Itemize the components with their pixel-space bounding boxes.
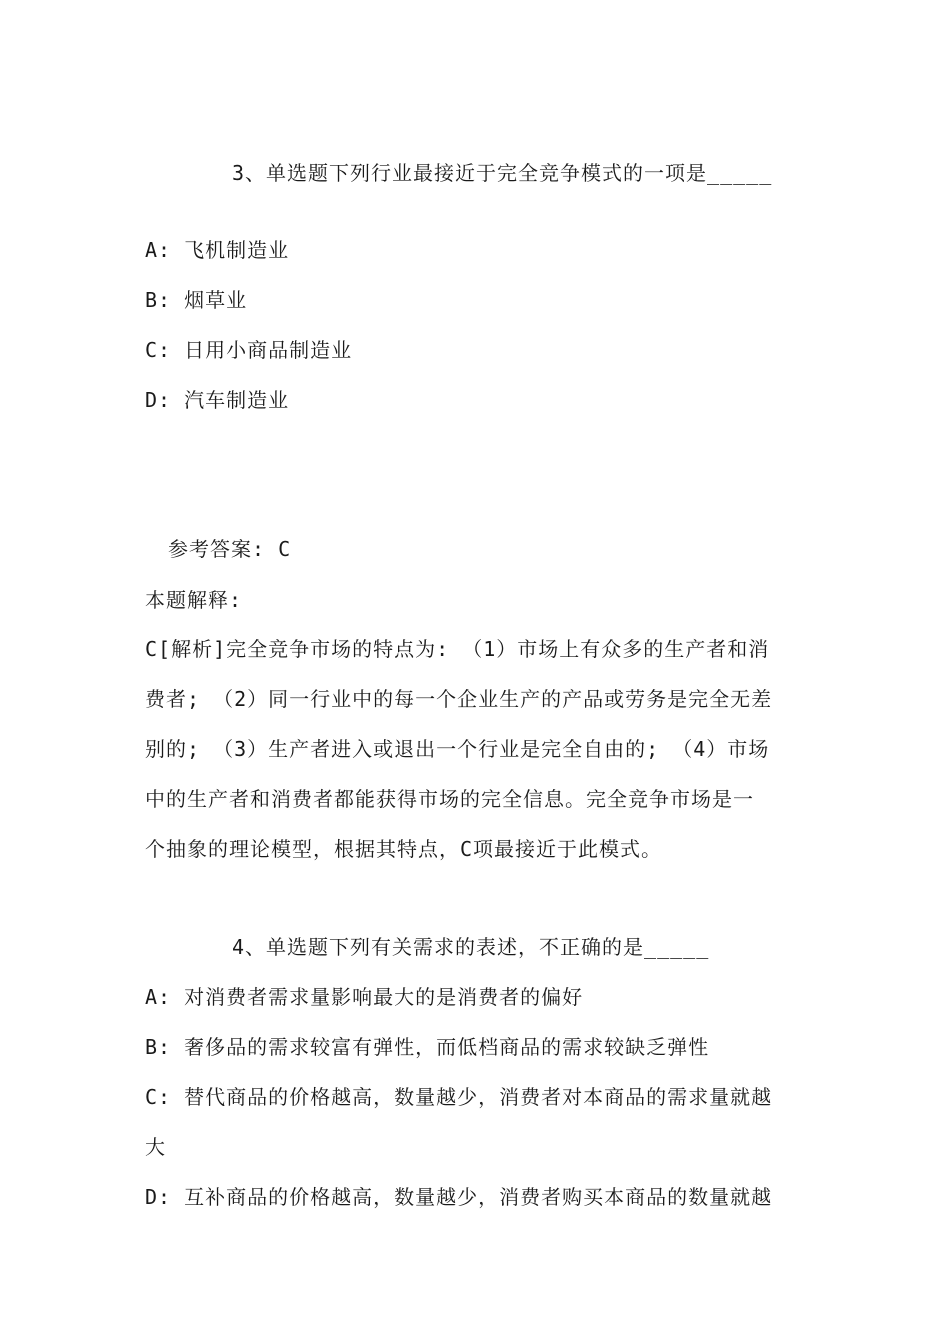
question-4-option-b: B: 奢侈品的需求较富有弹性，而低档商品的需求较缺乏弹性 (145, 1035, 710, 1059)
question-3-option-b: B: 烟草业 (145, 288, 248, 312)
question-3-option-d: D: 汽车制造业 (145, 388, 290, 412)
question-3-explanation-label: 本题解释: (145, 588, 243, 612)
question-3-answer: 参考答案: C (168, 537, 292, 561)
question-3-explanation-line: 费者; （2）同一行业中的每一个企业生产的产品或劳务是完全无差 (145, 687, 773, 711)
question-4-option-c-continued: 大 (145, 1135, 166, 1159)
question-3-title: 3、单选题下列行业最接近于完全竞争模式的一项是_____ (232, 161, 773, 185)
question-4-option-a: A: 对消费者需求量影响最大的是消费者的偏好 (145, 985, 584, 1009)
question-3-explanation-line: 别的; （3）生产者进入或退出一个行业是完全自由的; （4）市场 (145, 737, 770, 761)
question-3-explanation-line: 中的生产者和消费者都能获得市场的完全信息。完全竞争市场是一 (145, 787, 754, 811)
question-3-explanation-line: C[解析]完全竞争市场的特点为: （1）市场上有众多的生产者和消 (145, 637, 770, 661)
question-3-explanation-line: 个抽象的理论模型，根据其特点，C项最接近于此模式。 (145, 837, 663, 861)
question-4-title: 4、单选题下列有关需求的表述，不正确的是_____ (232, 935, 710, 959)
question-3-option-a: A: 飞机制造业 (145, 238, 290, 262)
question-3-option-c: C: 日用小商品制造业 (145, 338, 353, 362)
question-4-option-c: C: 替代商品的价格越高，数量越少，消费者对本商品的需求量就越 (145, 1085, 773, 1109)
question-4-option-d: D: 互补商品的价格越高，数量越少，消费者购买本商品的数量就越 (145, 1185, 773, 1209)
